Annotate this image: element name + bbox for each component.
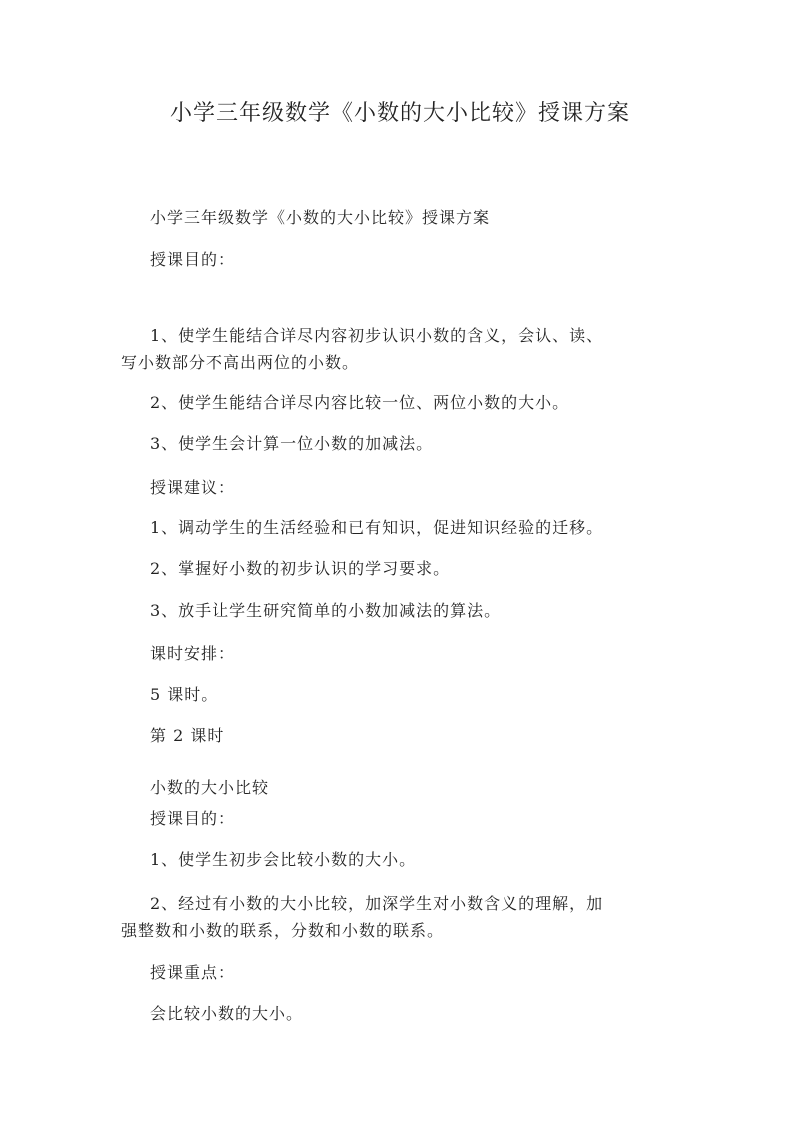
paragraph-goal-1-line-1: 1、使学生能结合详尽内容初步认识小数的含义，会认、读、 [150,326,604,345]
paragraph-lesson-goal-2-line-1: 2、经过有小数的大小比较，加深学生对小数含义的理解，加 [150,894,604,913]
document-title: 小学三年级数学《小数的大小比较》授课方案 [169,101,630,126]
paragraph-suggestion-2: 2、掌握好小数的初步认识的学习要求。 [150,559,451,578]
paragraph-key-point: 会比较小数的大小。 [150,1004,304,1023]
paragraph-teaching-goals-heading: 授课目的： [150,250,236,269]
paragraph-suggestion-3: 3、放手让学生研究简单的小数加减法的算法。 [150,601,502,620]
paragraph-schedule-heading: 课时安排： [150,644,236,663]
paragraph-lesson-number: 第 2 课时 [150,726,225,745]
paragraph-lesson-goal-2-line-2: 强整数和小数的联系，分数和小数的联系。 [121,921,445,940]
paragraph-goal-1-line-2: 写小数部分不高出两位的小数。 [121,353,360,372]
paragraph-lesson-title: 小数的大小比较 [150,778,270,797]
paragraph-suggestions-heading: 授课建议： [150,478,236,497]
paragraph-key-point-heading: 授课重点： [150,963,236,982]
paragraph-goal-2: 2、使学生能结合详尽内容比较一位、两位小数的大小。 [150,393,570,412]
paragraph-schedule-value: 5 课时。 [150,685,219,704]
paragraph-lesson-goals-heading: 授课目的： [150,809,236,828]
paragraph-lesson-goal-1: 1、使学生初步会比较小数的大小。 [150,850,417,869]
paragraph-suggestion-1: 1、调动学生的生活经验和已有知识，促进知识经验的迁移。 [150,518,604,537]
paragraph-subtitle: 小学三年级数学《小数的大小比较》授课方案 [150,208,491,227]
paragraph-goal-3: 3、使学生会计算一位小数的加减法。 [150,434,434,453]
